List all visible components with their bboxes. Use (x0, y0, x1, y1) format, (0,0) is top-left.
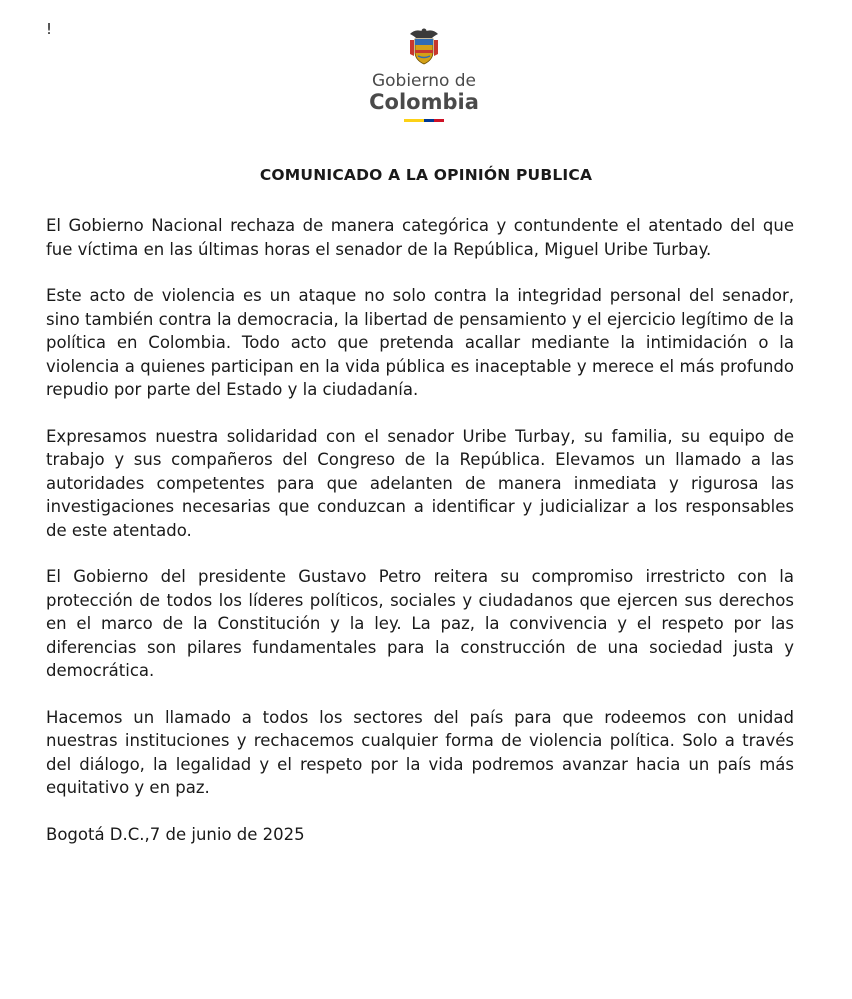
flag-red (434, 119, 444, 122)
paragraph-call-to-unity: Hacemos un llamado a todos los sectores del país para que rodeemos con unidad nuestras instituciones y rechacemos cualquier forma de violencia política. Solo a través del diálogo, la legalidad y el respeto por la vida podremos avanzar hacia un país más equitativo y en paz. (46, 707, 794, 797)
logo-text-gobierno: Gobierno de (371, 71, 477, 91)
paragraph-violence: Este acto de violencia es un ataque no solo contra la integridad personal del senador, sino también contra la democracia, la libertad de pensamiento y el ejercicio legítimo de la política en Colombia. Todo acto que pretenda acallar mediante la intimidación o la violencia a quienes participan en la vida pública es inaceptable y merece el más profundo repudio por parte del Estado y la ciudadanía. (46, 286, 794, 399)
paragraph-condemnation: El Gobierno Nacional rechaza de manera categórica y contundente el atentado del que fue víctima en las últimas horas el senador de la República, Miguel Uribe Turbay. (46, 216, 794, 259)
flag-yellow (404, 119, 424, 122)
document-date: Bogotá D.C.,7 de junio de 2025 (46, 824, 305, 844)
government-logo (354, 26, 494, 122)
paragraph-commitment: El Gobierno del presidente Gustavo Petro reitera su compromiso irrestricto con la protección de todos los líderes políticos, sociales y ciudadanos que ejercen sus derechos en el marco de la Constitución y la ley. La paz, la convivencia y el respeto por las diferencias son pilares fundamentales para la construcción de una sociedad justa y democrática. (46, 567, 794, 680)
document-body (46, 214, 794, 869)
flag-blue (424, 119, 434, 122)
coat-of-arms-icon (406, 26, 442, 66)
logo-text-colombia: Colombia (369, 90, 479, 114)
paragraph-solidarity: Expresamos nuestra solidaridad con el senador Uribe Turbay, su familia, su equipo de trabajo y sus compañeros del Congreso de la República. Elevamos un llamado a las autoridades competentes para que adelanten de manera inmediata y rigurosa las investigaciones necesarias que conduzcan a identificar y judicializar a los responsables de este atentado. (46, 426, 794, 540)
exclamation-mark: ! (46, 20, 53, 38)
flag-stripe (404, 119, 444, 122)
document-title: COMUNICADO A LA OPINIÓN PUBLICA (259, 166, 593, 184)
